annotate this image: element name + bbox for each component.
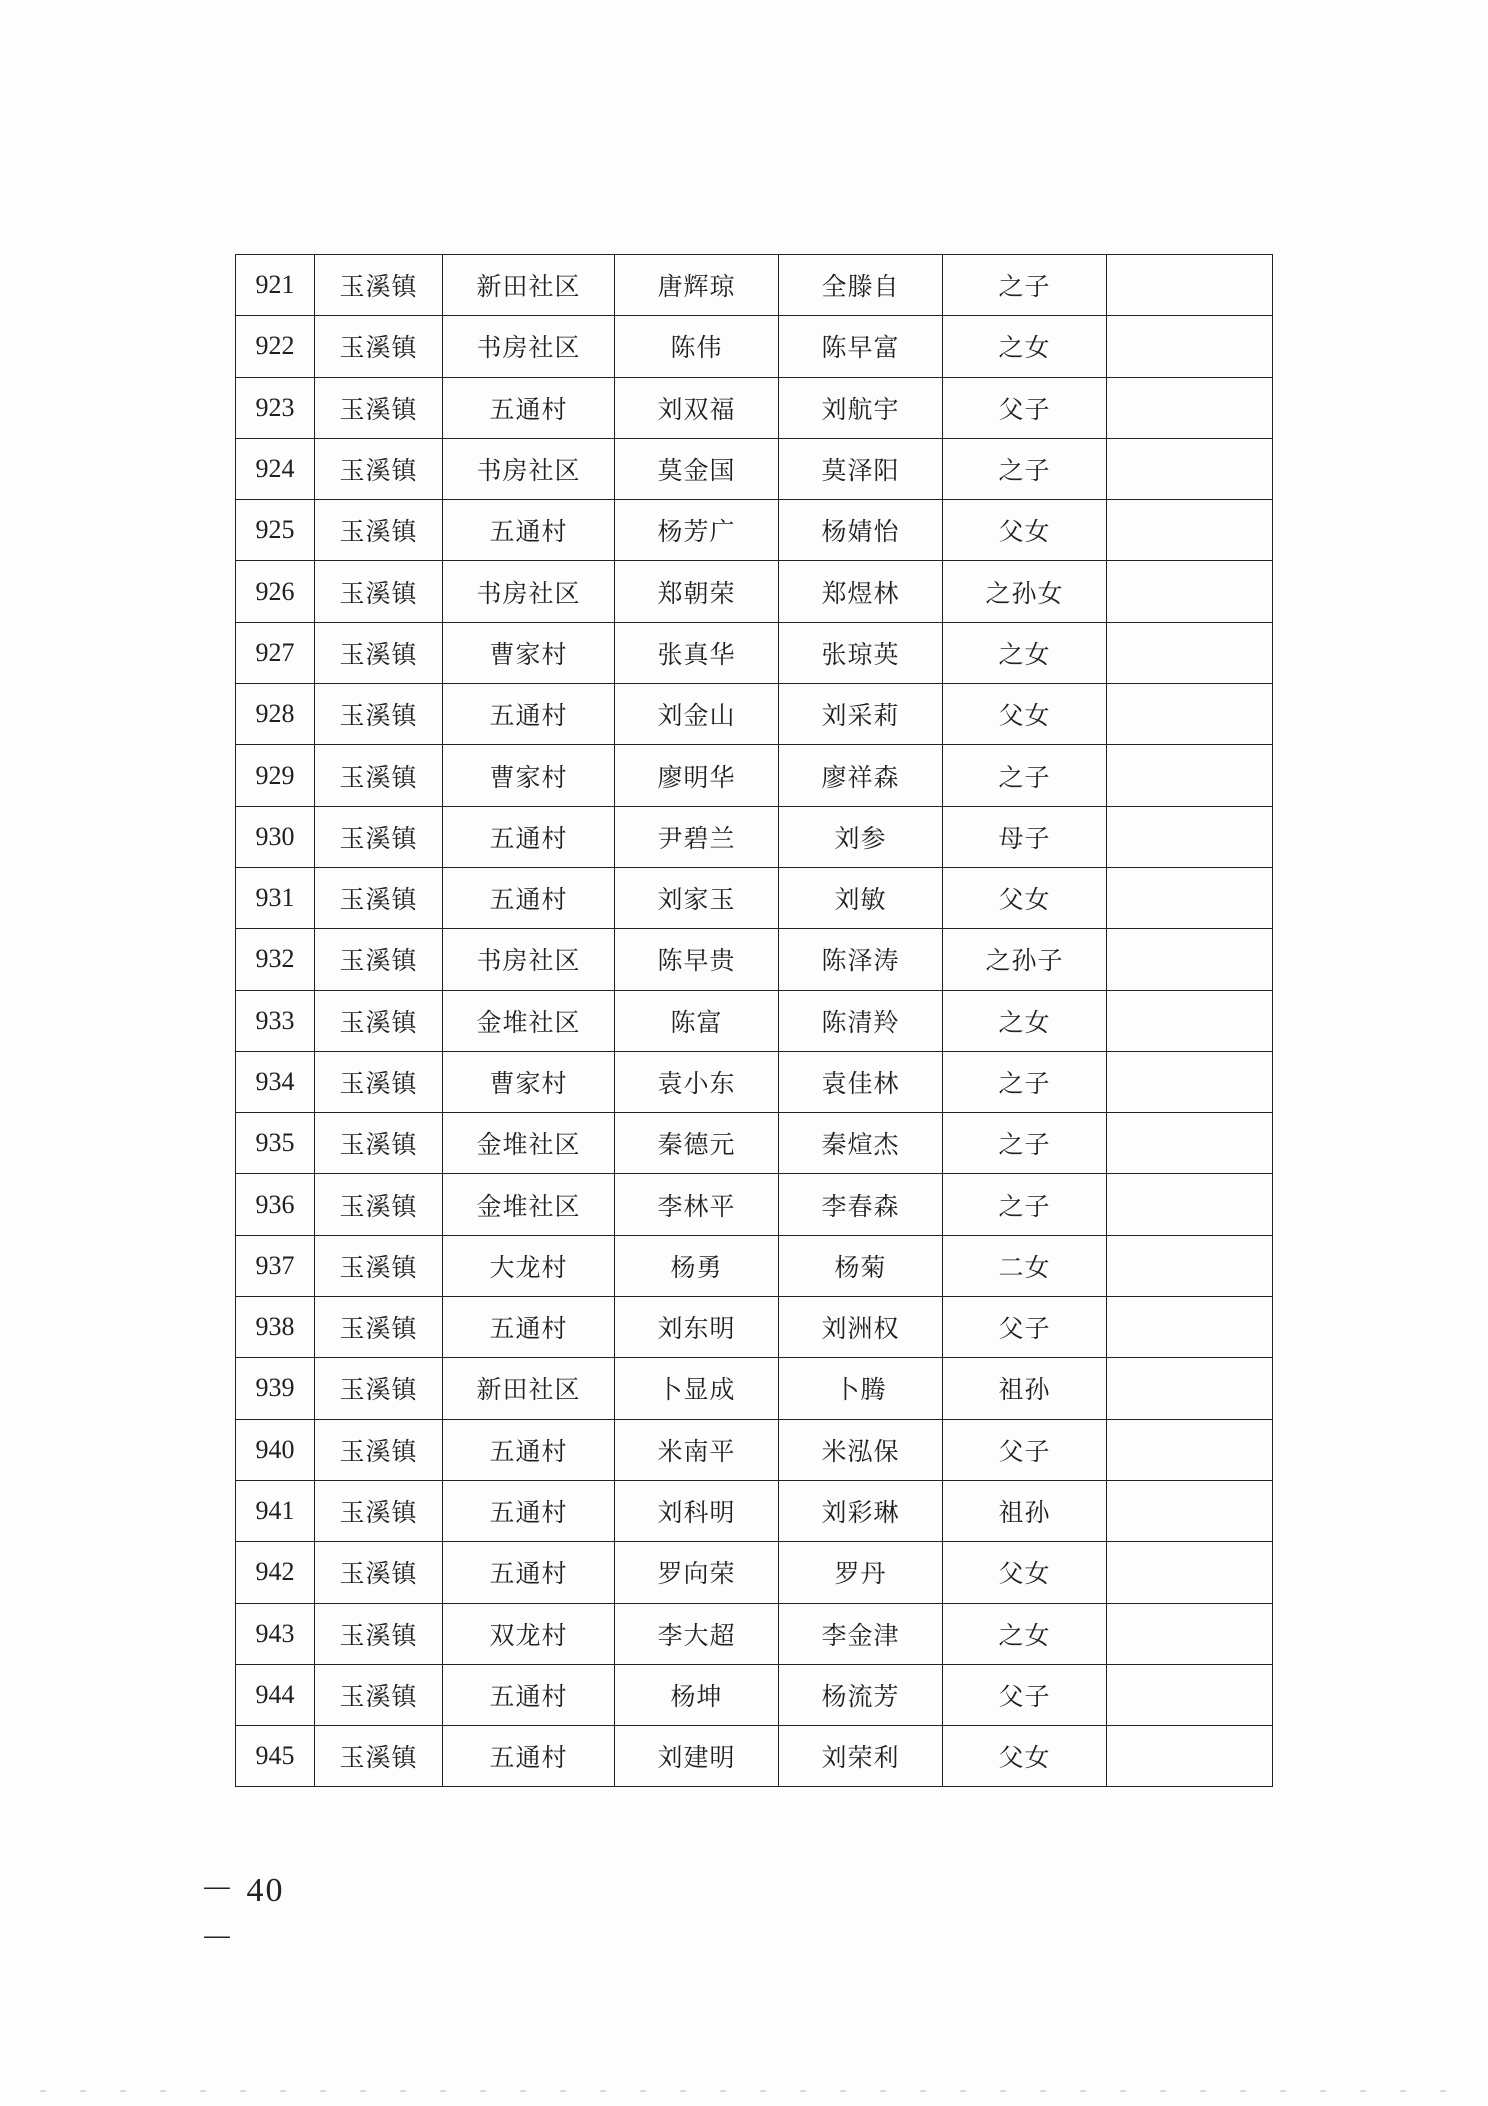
cell-number: 928: [236, 684, 315, 745]
cell-member: 杨菊: [779, 1235, 943, 1296]
cell-town: 玉溪镇: [315, 806, 443, 867]
cell-member: 卜腾: [779, 1358, 943, 1419]
cell-town: 玉溪镇: [315, 1726, 443, 1787]
roster-table: [235, 254, 1273, 1787]
cell-number: 929: [236, 745, 315, 806]
cell-note: [1107, 1419, 1273, 1480]
cell-relation: 之子: [943, 255, 1107, 316]
table-row: [236, 1358, 1273, 1419]
cell-applicant: 陈早贵: [615, 929, 779, 990]
cell-note: [1107, 1358, 1273, 1419]
cell-number: 926: [236, 561, 315, 622]
cell-number: 935: [236, 1113, 315, 1174]
cell-town: 玉溪镇: [315, 1480, 443, 1541]
cell-village: 曹家村: [443, 1051, 615, 1112]
cell-village: 书房社区: [443, 561, 615, 622]
cell-applicant: 卜显成: [615, 1358, 779, 1419]
cell-town: 玉溪镇: [315, 1297, 443, 1358]
cell-note: [1107, 622, 1273, 683]
scan-artifact-line: [40, 2090, 1450, 2092]
cell-applicant: 莫金国: [615, 438, 779, 499]
cell-village: 曹家村: [443, 745, 615, 806]
cell-applicant: 李大超: [615, 1603, 779, 1664]
cell-note: [1107, 1664, 1273, 1725]
cell-note: [1107, 1235, 1273, 1296]
cell-village: 金堆社区: [443, 1174, 615, 1235]
cell-number: 922: [236, 316, 315, 377]
cell-applicant: 尹碧兰: [615, 806, 779, 867]
table-row: [236, 438, 1273, 499]
cell-note: [1107, 745, 1273, 806]
cell-number: 924: [236, 438, 315, 499]
cell-note: [1107, 500, 1273, 561]
cell-town: 玉溪镇: [315, 438, 443, 499]
cell-village: 五通村: [443, 1480, 615, 1541]
cell-member: 刘荣利: [779, 1726, 943, 1787]
cell-relation: 父子: [943, 377, 1107, 438]
cell-relation: 母子: [943, 806, 1107, 867]
table-row: [236, 745, 1273, 806]
cell-applicant: 陈富: [615, 990, 779, 1051]
cell-member: 张琼英: [779, 622, 943, 683]
cell-number: 927: [236, 622, 315, 683]
table-row: [236, 1235, 1273, 1296]
cell-relation: 父女: [943, 1726, 1107, 1787]
cell-village: 五通村: [443, 1726, 615, 1787]
cell-town: 玉溪镇: [315, 500, 443, 561]
cell-relation: 之女: [943, 990, 1107, 1051]
cell-member: 刘参: [779, 806, 943, 867]
cell-note: [1107, 867, 1273, 928]
cell-village: 五通村: [443, 377, 615, 438]
cell-town: 玉溪镇: [315, 990, 443, 1051]
cell-number: 943: [236, 1603, 315, 1664]
cell-number: 932: [236, 929, 315, 990]
cell-town: 玉溪镇: [315, 1358, 443, 1419]
cell-village: 新田社区: [443, 1358, 615, 1419]
table-row: [236, 1726, 1273, 1787]
cell-applicant: 李林平: [615, 1174, 779, 1235]
cell-number: 941: [236, 1480, 315, 1541]
cell-note: [1107, 1113, 1273, 1174]
cell-relation: 之女: [943, 622, 1107, 683]
cell-applicant: 刘家玉: [615, 867, 779, 928]
cell-number: 944: [236, 1664, 315, 1725]
cell-relation: 父子: [943, 1297, 1107, 1358]
cell-village: 双龙村: [443, 1603, 615, 1664]
cell-applicant: 刘建明: [615, 1726, 779, 1787]
cell-member: 廖祥森: [779, 745, 943, 806]
cell-note: [1107, 1480, 1273, 1541]
cell-relation: 之女: [943, 316, 1107, 377]
cell-member: 杨婧怡: [779, 500, 943, 561]
table-row: [236, 1480, 1273, 1541]
cell-note: [1107, 316, 1273, 377]
cell-relation: 之子: [943, 1051, 1107, 1112]
table-row: [236, 561, 1273, 622]
cell-relation: 之孙子: [943, 929, 1107, 990]
table-row: [236, 316, 1273, 377]
cell-village: 书房社区: [443, 929, 615, 990]
cell-member: 刘洲权: [779, 1297, 943, 1358]
cell-town: 玉溪镇: [315, 377, 443, 438]
cell-note: [1107, 255, 1273, 316]
cell-member: 李春森: [779, 1174, 943, 1235]
cell-number: 940: [236, 1419, 315, 1480]
cell-applicant: 刘东明: [615, 1297, 779, 1358]
table-row: [236, 1419, 1273, 1480]
cell-number: 931: [236, 867, 315, 928]
table-row: [236, 929, 1273, 990]
cell-note: [1107, 561, 1273, 622]
table-row: [236, 1664, 1273, 1725]
cell-village: 五通村: [443, 1664, 615, 1725]
cell-applicant: 陈伟: [615, 316, 779, 377]
table-row: [236, 1603, 1273, 1664]
cell-number: 934: [236, 1051, 315, 1112]
cell-applicant: 罗向荣: [615, 1542, 779, 1603]
cell-member: 郑煜林: [779, 561, 943, 622]
cell-town: 玉溪镇: [315, 745, 443, 806]
cell-village: 金堆社区: [443, 1113, 615, 1174]
cell-applicant: 秦德元: [615, 1113, 779, 1174]
cell-number: 945: [236, 1726, 315, 1787]
cell-town: 玉溪镇: [315, 1174, 443, 1235]
table-row: [236, 377, 1273, 438]
cell-number: 937: [236, 1235, 315, 1296]
cell-town: 玉溪镇: [315, 255, 443, 316]
cell-applicant: 刘科明: [615, 1480, 779, 1541]
cell-member: 陈清羚: [779, 990, 943, 1051]
cell-member: 罗丹: [779, 1542, 943, 1603]
cell-town: 玉溪镇: [315, 561, 443, 622]
cell-applicant: 杨坤: [615, 1664, 779, 1725]
cell-applicant: 唐辉琼: [615, 255, 779, 316]
table-row: [236, 1174, 1273, 1235]
cell-note: [1107, 929, 1273, 990]
cell-applicant: 袁小东: [615, 1051, 779, 1112]
cell-number: 925: [236, 500, 315, 561]
cell-relation: 二女: [943, 1235, 1107, 1296]
table-row: [236, 806, 1273, 867]
table-row: [236, 622, 1273, 683]
table-row: [236, 684, 1273, 745]
cell-village: 五通村: [443, 1419, 615, 1480]
cell-applicant: 张真华: [615, 622, 779, 683]
cell-note: [1107, 1603, 1273, 1664]
cell-village: 五通村: [443, 684, 615, 745]
cell-note: [1107, 684, 1273, 745]
cell-member: 袁佳林: [779, 1051, 943, 1112]
table-row: [236, 255, 1273, 316]
cell-relation: 祖孙: [943, 1358, 1107, 1419]
cell-town: 玉溪镇: [315, 867, 443, 928]
cell-member: 陈早富: [779, 316, 943, 377]
cell-town: 玉溪镇: [315, 1113, 443, 1174]
cell-member: 米泓保: [779, 1419, 943, 1480]
cell-town: 玉溪镇: [315, 1664, 443, 1725]
cell-relation: 之孙女: [943, 561, 1107, 622]
cell-applicant: 刘金山: [615, 684, 779, 745]
cell-village: 书房社区: [443, 438, 615, 499]
cell-village: 五通村: [443, 806, 615, 867]
cell-member: 全滕自: [779, 255, 943, 316]
table-row: [236, 1297, 1273, 1358]
cell-note: [1107, 1051, 1273, 1112]
cell-town: 玉溪镇: [315, 1051, 443, 1112]
cell-village: 五通村: [443, 500, 615, 561]
roster-table-body: [236, 255, 1273, 1787]
cell-relation: 之子: [943, 438, 1107, 499]
cell-relation: 之子: [943, 1113, 1107, 1174]
cell-relation: 父子: [943, 1419, 1107, 1480]
cell-applicant: 郑朝荣: [615, 561, 779, 622]
cell-town: 玉溪镇: [315, 1603, 443, 1664]
cell-number: 921: [236, 255, 315, 316]
cell-town: 玉溪镇: [315, 684, 443, 745]
cell-relation: 祖孙: [943, 1480, 1107, 1541]
cell-village: 大龙村: [443, 1235, 615, 1296]
cell-relation: 之子: [943, 745, 1107, 806]
cell-village: 书房社区: [443, 316, 615, 377]
cell-village: 曹家村: [443, 622, 615, 683]
cell-applicant: 廖明华: [615, 745, 779, 806]
table-row: [236, 500, 1273, 561]
cell-note: [1107, 990, 1273, 1051]
cell-note: [1107, 1542, 1273, 1603]
cell-note: [1107, 438, 1273, 499]
cell-relation: 父女: [943, 867, 1107, 928]
cell-number: 923: [236, 377, 315, 438]
cell-note: [1107, 377, 1273, 438]
cell-member: 陈泽涛: [779, 929, 943, 990]
table-row: [236, 1051, 1273, 1112]
cell-number: 936: [236, 1174, 315, 1235]
cell-note: [1107, 806, 1273, 867]
cell-village: 金堆社区: [443, 990, 615, 1051]
table-row: [236, 1113, 1273, 1174]
cell-village: 五通村: [443, 867, 615, 928]
cell-number: 939: [236, 1358, 315, 1419]
cell-village: 五通村: [443, 1297, 615, 1358]
cell-town: 玉溪镇: [315, 622, 443, 683]
cell-village: 新田社区: [443, 255, 615, 316]
table-row: [236, 990, 1273, 1051]
cell-member: 李金津: [779, 1603, 943, 1664]
cell-relation: 父女: [943, 1542, 1107, 1603]
cell-number: 942: [236, 1542, 315, 1603]
cell-town: 玉溪镇: [315, 1235, 443, 1296]
cell-member: 刘航宇: [779, 377, 943, 438]
cell-note: [1107, 1726, 1273, 1787]
cell-town: 玉溪镇: [315, 1419, 443, 1480]
cell-applicant: 刘双福: [615, 377, 779, 438]
cell-relation: 父女: [943, 684, 1107, 745]
cell-town: 玉溪镇: [315, 929, 443, 990]
cell-applicant: 米南平: [615, 1419, 779, 1480]
cell-note: [1107, 1174, 1273, 1235]
cell-member: 刘彩琳: [779, 1480, 943, 1541]
cell-town: 玉溪镇: [315, 1542, 443, 1603]
cell-town: 玉溪镇: [315, 316, 443, 377]
cell-village: 五通村: [443, 1542, 615, 1603]
cell-applicant: 杨勇: [615, 1235, 779, 1296]
cell-applicant: 杨芳广: [615, 500, 779, 561]
cell-member: 秦煊杰: [779, 1113, 943, 1174]
cell-member: 刘敏: [779, 867, 943, 928]
page-number: － 40 －: [200, 1872, 285, 1958]
cell-member: 杨流芳: [779, 1664, 943, 1725]
cell-relation: 之女: [943, 1603, 1107, 1664]
cell-number: 930: [236, 806, 315, 867]
cell-number: 933: [236, 990, 315, 1051]
cell-relation: 父女: [943, 500, 1107, 561]
table-row: [236, 867, 1273, 928]
table-row: [236, 1542, 1273, 1603]
cell-member: 刘采莉: [779, 684, 943, 745]
cell-relation: 父子: [943, 1664, 1107, 1725]
cell-note: [1107, 1297, 1273, 1358]
cell-member: 莫泽阳: [779, 438, 943, 499]
cell-relation: 之子: [943, 1174, 1107, 1235]
cell-number: 938: [236, 1297, 315, 1358]
